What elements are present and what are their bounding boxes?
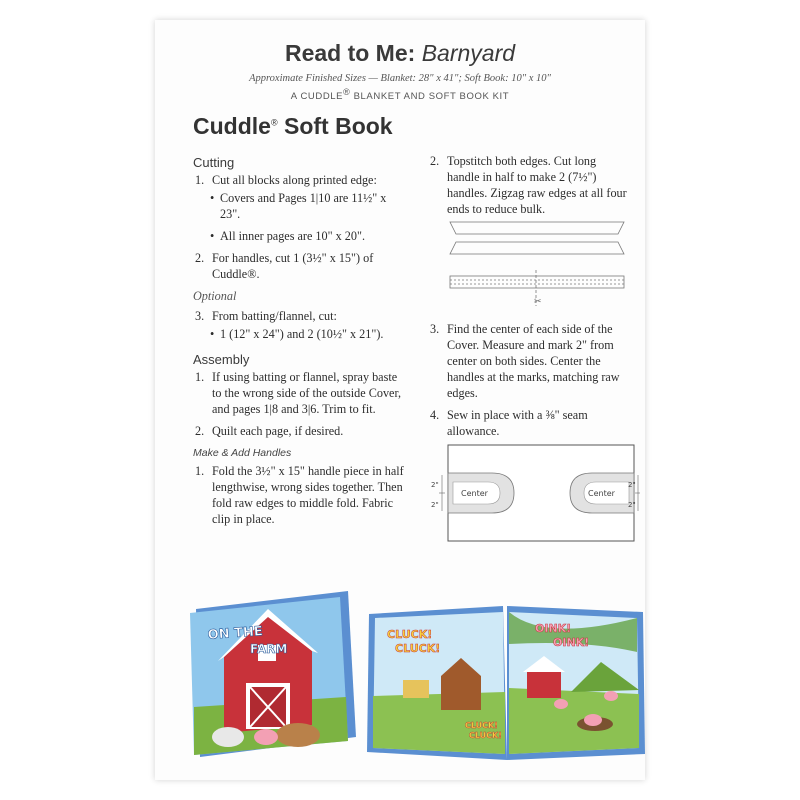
cluck-text: CLUCK! <box>465 721 498 730</box>
bullet-text: Covers and Pages 1|10 are 11½" x 23". <box>220 191 387 221</box>
pattern-page <box>155 20 645 780</box>
cluck-text: CLUCK! <box>395 642 441 655</box>
kit-line <box>155 87 645 102</box>
cover-text-farm: FARM <box>250 642 288 656</box>
step-number: 1. <box>195 464 205 478</box>
measure-label: 2" <box>431 501 439 509</box>
step-text: If using batting or flannel, spray baste to the wrong side of the outside Cover, and pages 1|8 and 3|6. Trim to fit. <box>212 370 402 416</box>
bullet-item <box>210 326 408 342</box>
step-number: 2. <box>195 251 205 265</box>
oink-text: OINK! <box>535 622 572 635</box>
heading-registered-mark: ® <box>270 117 278 128</box>
page-title <box>155 40 645 67</box>
handles-step-2 <box>428 153 628 217</box>
step-text: For handles, cut 1 (3½" x 15") of Cuddle®. <box>212 251 374 281</box>
cutting-step-1-bullets <box>193 190 408 244</box>
handles-subheading: Make & Add Handles <box>193 447 292 459</box>
title-main: Read to Me <box>284 40 408 66</box>
pig-shape <box>254 729 278 745</box>
measure-label: 2" <box>628 481 636 489</box>
cutting-step-3-bullets <box>193 326 408 342</box>
fold-strip-top <box>450 222 624 234</box>
bullet-text: All inner pages are 10" x 20". <box>220 229 365 243</box>
step-number: 4. <box>430 408 440 422</box>
cover-text-on-the: ON THE <box>207 624 264 643</box>
handles-step-3 <box>428 321 628 401</box>
scissors-icon: ✂ <box>534 297 542 307</box>
oink-text: OINK! <box>553 636 590 649</box>
heading-text: Cuddle <box>193 113 271 139</box>
assembly-step-1 <box>193 369 408 417</box>
step-number: 2. <box>430 154 440 168</box>
center-label-left: Center <box>461 489 488 498</box>
pig-shape <box>554 699 568 709</box>
bullet-dot: • <box>210 327 215 341</box>
finished-sizes: Approximate Finished Sizes — Blanket: 28" x 41"; Soft Book: 10" x 10" <box>249 73 551 84</box>
step-text: From batting/flannel, cut: <box>212 309 337 323</box>
step-number: 1. <box>195 370 205 384</box>
step-text: Topstitch both edges. Cut long handle in half to make 2 (7½") handles. Zigzag raw edges at all four ends to reduce bulk. <box>447 154 627 216</box>
assembly-heading: Assembly <box>193 352 250 367</box>
pig-shape <box>604 691 618 701</box>
kit-line-pre: A CUDDLE <box>290 91 344 103</box>
step-text: Fold the 3½" x 15" handle piece in half lengthwise, wrong sides together. Then fold raw edges to middle fold. Fabric clip in place. <box>212 464 404 526</box>
step-text: Quilt each page, if desired. <box>212 424 344 438</box>
measure-label: 2" <box>431 481 439 489</box>
measure-label: 2" <box>628 501 636 509</box>
cluck-text: CLUCK! <box>469 731 502 740</box>
optional-label: Optional <box>193 289 237 303</box>
bullet-dot: • <box>210 229 215 243</box>
sheep-shape <box>212 727 244 747</box>
bullet-text: 1 (12" x 24") and 2 (10½" x 21"). <box>220 327 384 341</box>
step-number: 2. <box>195 424 205 438</box>
bullet-item <box>210 228 408 244</box>
fold-strip-middle <box>450 242 624 254</box>
section-heading <box>193 113 393 140</box>
heading-text-post: Soft Book <box>277 113 393 139</box>
small-barn <box>527 670 561 698</box>
book-cover-illustration <box>188 587 361 759</box>
step-number: 3. <box>195 309 205 323</box>
step-text: Cut all blocks along printed edge: <box>212 173 377 187</box>
title-subtitle: Barnyard <box>421 40 516 66</box>
step-number: 1. <box>195 173 205 187</box>
book-spread-illustration <box>365 592 647 764</box>
assembly-step-2 <box>193 423 408 439</box>
cutting-step-3 <box>193 308 408 324</box>
bullet-dot: • <box>210 191 215 205</box>
fold-strip-bottom <box>450 276 624 288</box>
handles-step-1 <box>193 463 408 527</box>
hay-bales <box>403 680 429 698</box>
step-number: 3. <box>430 322 440 336</box>
handle-fold-diagram <box>448 220 626 310</box>
cutting-step-1 <box>193 172 408 188</box>
bullet-item <box>210 190 408 222</box>
step-text: Find the center of each side of the Cover. Measure and mark 2" from center on both sides. Center the handles at the marks, matching raw edges. <box>447 322 620 400</box>
cluck-text: CLUCK! <box>387 628 433 641</box>
pig-shape <box>584 714 602 726</box>
step-text: Sew in place with a ⅜" seam allowance. <box>447 408 588 438</box>
cutting-heading: Cutting <box>193 155 235 170</box>
left-column <box>193 155 408 533</box>
horse-shape <box>276 723 320 747</box>
handle-placement-diagram <box>430 435 640 555</box>
kit-line-post: BLANKET AND SOFT BOOK KIT <box>350 91 510 103</box>
title-separator: : <box>407 40 422 66</box>
kit-registered-mark: ® <box>343 87 351 97</box>
center-label-right: Center <box>588 489 615 498</box>
cutting-step-2 <box>193 250 408 282</box>
